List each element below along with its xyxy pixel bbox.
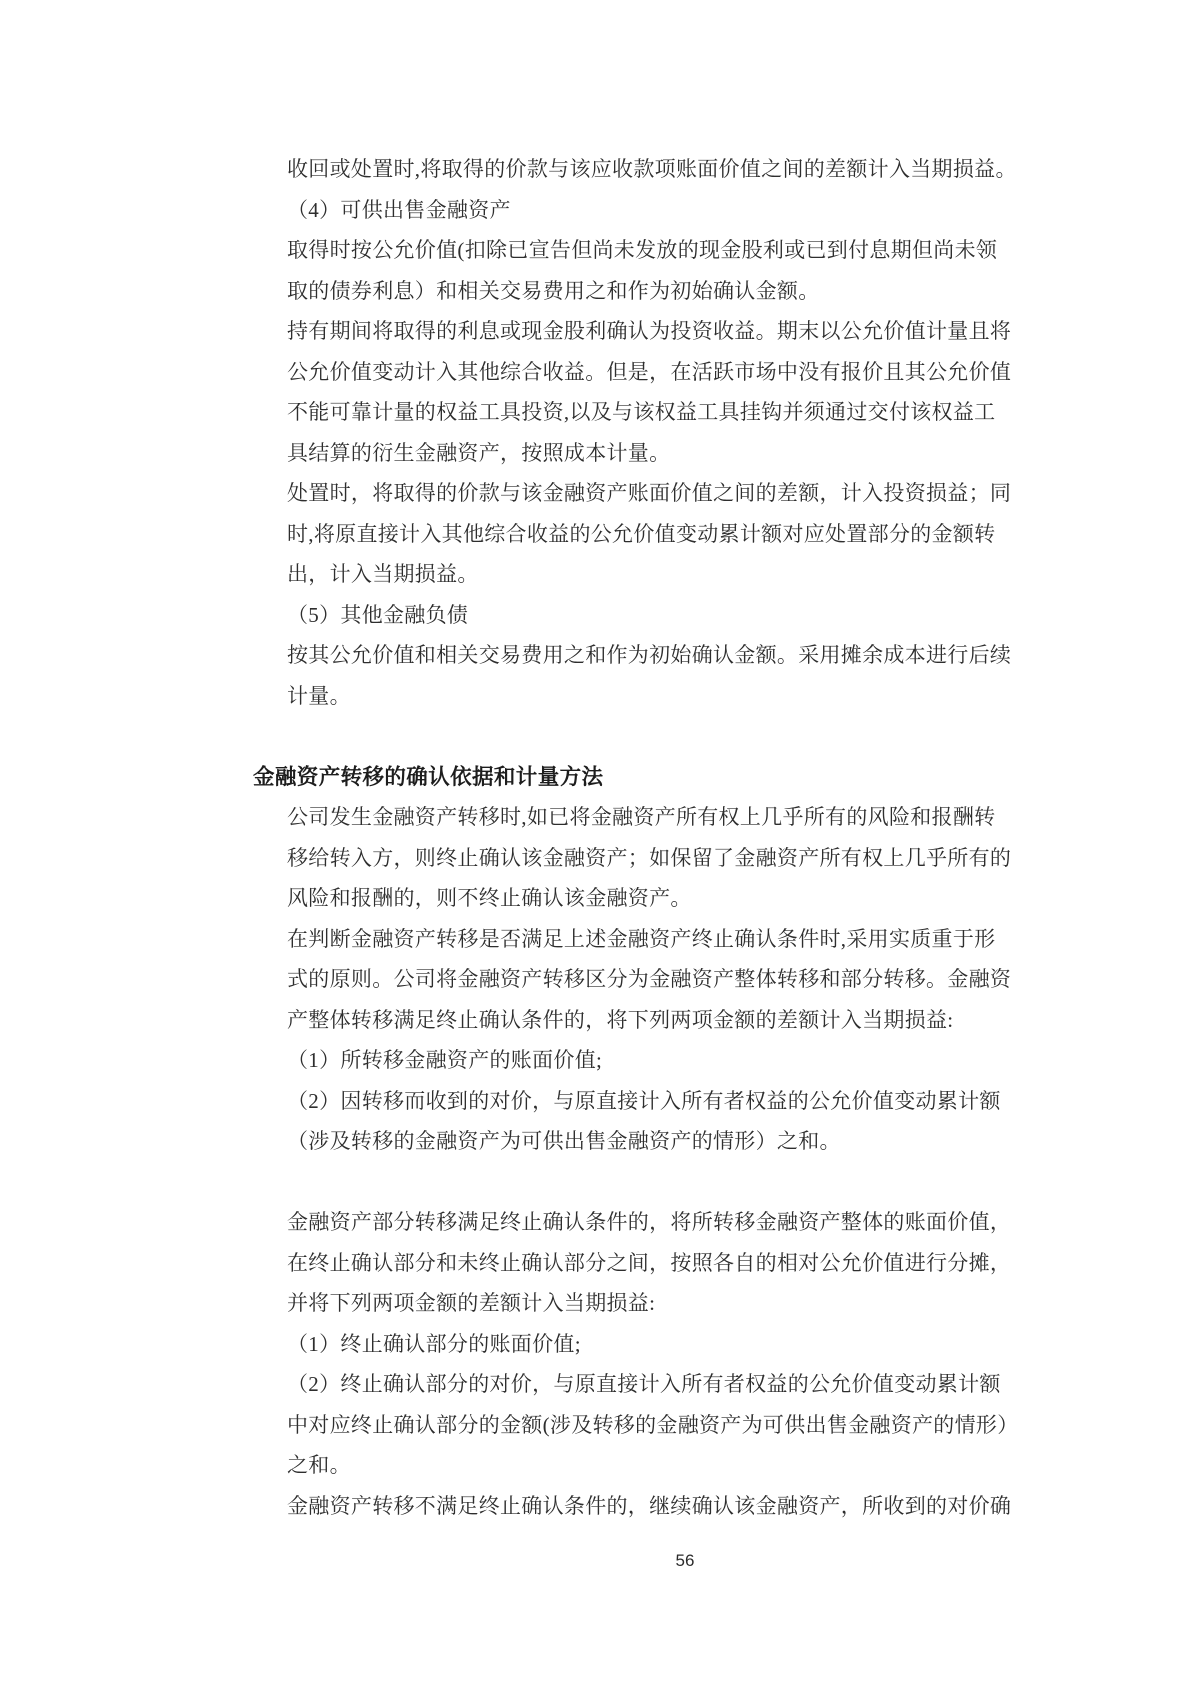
text-line: （5）其他金融负债 bbox=[287, 602, 469, 627]
text-line: 持有期间将取得的利息或现金股利确认为投资收益。期末以公允价值计量且将 bbox=[287, 319, 1012, 343]
text-line: 移给转入方，则终止确认该金融资产；如保留了金融资产所有权上几乎所有的 bbox=[287, 845, 1012, 870]
text-line: 具结算的衍生金融资产，按照成本计量。 bbox=[287, 440, 671, 465]
text-line: 金融资产转移不满足终止确认条件的，继续确认该金融资产，所收到的对价确 bbox=[287, 1493, 1012, 1518]
text-line: 计量。 bbox=[287, 683, 351, 708]
text-line: （1）所转移金融资产的账面价值; bbox=[287, 1048, 603, 1072]
text-line: 并将下列两项金额的差额计入当期损益: bbox=[287, 1291, 656, 1315]
text-line: 公司发生金融资产转移时,如已将金融资产所有权上几乎所有的风险和报酬转 bbox=[287, 805, 996, 829]
section-heading: 金融资产转移的确认依据和计量方法 bbox=[253, 764, 604, 789]
text-line: （1）终止确认部分的账面价值; bbox=[287, 1331, 581, 1356]
text-line: 按其公允价值和相关交易费用之和作为初始确认金额。采用摊余成本进行后续 bbox=[287, 643, 1012, 667]
page-number: 56 bbox=[675, 1551, 695, 1570]
text-line: （4）可供出售金融资产 bbox=[287, 197, 511, 222]
text-line: 在判断金融资产转移是否满足上述金融资产终止确认条件时,采用实质重于形 bbox=[287, 926, 996, 951]
spacer-line bbox=[253, 716, 1043, 757]
text-line: 公允价值变动计入其他综合收益。但是，在活跃市场中没有报价且其公允价值 bbox=[287, 359, 1012, 384]
spacer-line bbox=[253, 1162, 1043, 1203]
text-line: 取的债券利息）和相关交易费用之和作为初始确认金额。 bbox=[287, 278, 820, 303]
document-body bbox=[253, 149, 1043, 1526]
text-line: （涉及转移的金融资产为可供出售金融资产的情形）之和。 bbox=[287, 1129, 841, 1153]
text-line: 在终止确认部分和未终止确认部分之间，按照各自的相对公允价值进行分摊， bbox=[287, 1250, 1012, 1275]
text-line: 处置时，将取得的价款与该金融资产账面价值之间的差额，计入投资损益；同 bbox=[287, 481, 1012, 505]
text-line: 收回或处置时,将取得的价款与该应收款项账面价值之间的差额计入当期损益。 bbox=[287, 157, 1017, 181]
text-line: 中对应终止确认部分的金额(涉及转移的金融资产为可供出售金融资产的情形） bbox=[287, 1412, 1019, 1437]
text-line: 之和。 bbox=[287, 1453, 351, 1477]
text-line: 产整体转移满足终止确认条件的，将下列两项金额的差额计入当期损益: bbox=[287, 1007, 954, 1032]
text-line: （2）因转移而收到的对价，与原直接计入所有者权益的公允价值变动累计额 bbox=[287, 1088, 1001, 1113]
text-line: 式的原则。公司将金融资产转移区分为金融资产整体转移和部分转移。金融资 bbox=[287, 967, 1012, 991]
text-line: 不能可靠计量的权益工具投资,以及与该权益工具挂钩并须通过交付该权益工 bbox=[287, 400, 996, 424]
text-line: 出，计入当期损益。 bbox=[287, 562, 479, 586]
text-line: 取得时按公允价值(扣除已宣告但尚未发放的现金股利或已到付息期但尚未领 bbox=[287, 238, 998, 262]
text-line: 风险和报酬的，则不终止确认该金融资产。 bbox=[287, 886, 692, 910]
text-line: 金融资产部分转移满足终止确认条件的，将所转移金融资产整体的账面价值， bbox=[287, 1210, 1012, 1234]
text-line: 时,将原直接计入其他综合收益的公允价值变动累计额对应处置部分的金额转 bbox=[287, 521, 996, 546]
text-line: （2）终止确认部分的对价，与原直接计入所有者权益的公允价值变动累计额 bbox=[287, 1372, 1001, 1396]
